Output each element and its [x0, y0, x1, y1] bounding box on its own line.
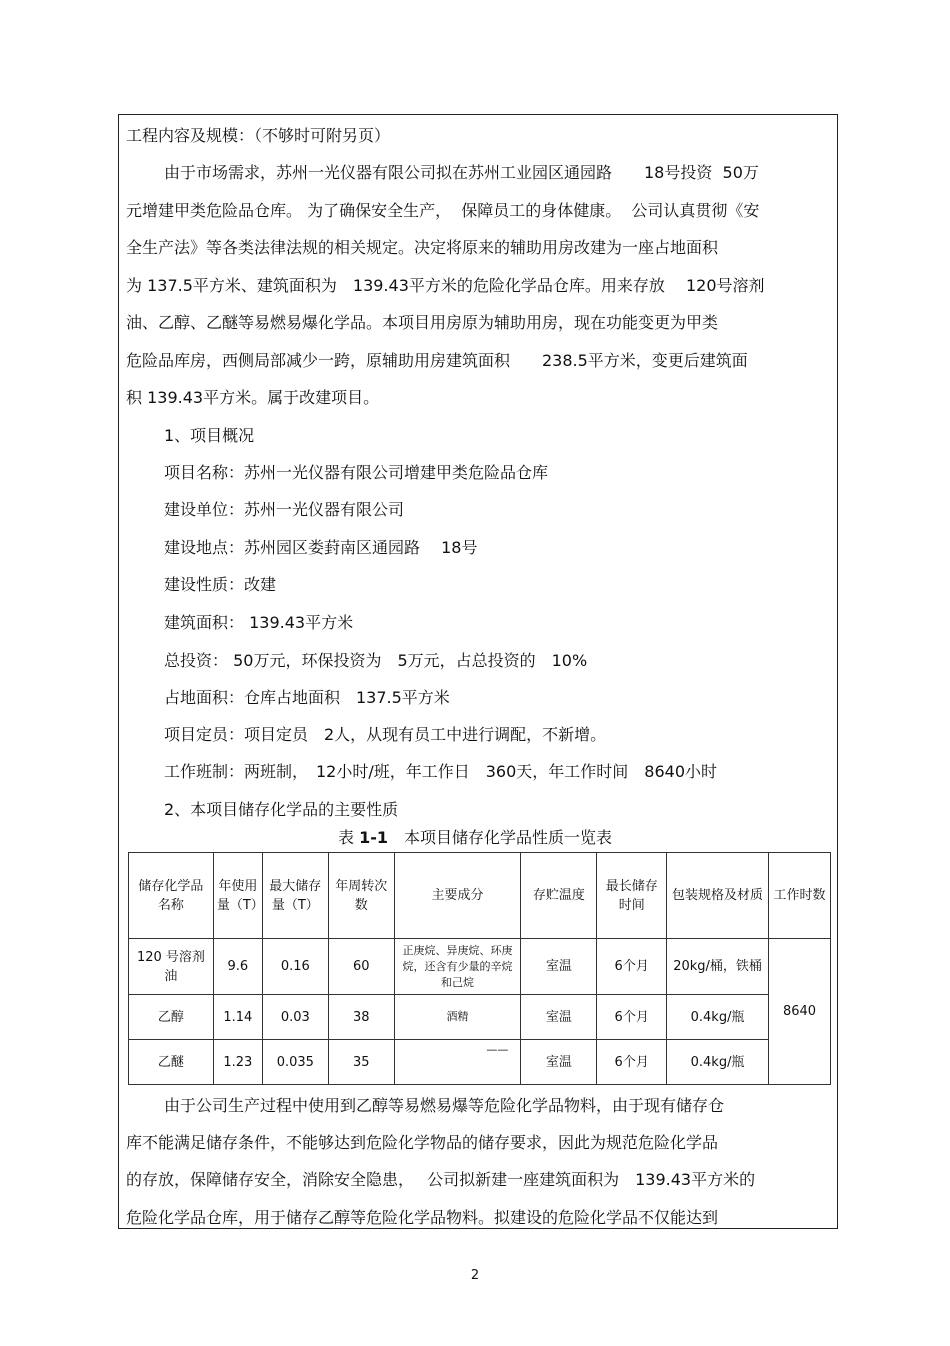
cell-annual-use: 1.23	[213, 1040, 262, 1085]
construction-nature: 建设性质：改建	[164, 575, 277, 594]
cell-storage-time: 6个月	[597, 1040, 667, 1085]
construction-site: 建设地点：苏州园区娄葑南区通园路 18号	[164, 538, 478, 557]
header-cell: 储存化学品名称	[129, 853, 214, 939]
cell-packaging: 0.4kg/瓶	[667, 1040, 769, 1085]
land-area: 占地面积：仓库占地面积 137.5平方米	[164, 688, 450, 707]
header-cell: 年使用量（T）	[213, 853, 262, 939]
cell-max-storage: 0.035	[262, 1040, 328, 1085]
cell-storage-time: 6个月	[597, 939, 667, 995]
header-cell: 最大储存量（T）	[262, 853, 328, 939]
cell-work-hours: 8640	[768, 939, 830, 1085]
text-line: 积 139.43平方米。属于改建项目。	[126, 388, 380, 407]
cell-temperature: 室温	[521, 939, 597, 995]
cell-turnover: 38	[328, 995, 394, 1040]
cell-packaging: 0.4kg/瓶	[667, 995, 769, 1040]
staffing: 项目定员：项目定员 2人，从现有员工中进行调配，不新增。	[164, 725, 607, 744]
cell-storage-time: 6个月	[597, 995, 667, 1040]
subsection-heading: 1、项目概况	[164, 426, 255, 445]
cell-packaging: 20kg/桶，铁桶	[667, 939, 769, 995]
header-cell: 最长储存时间	[597, 853, 667, 939]
table-row	[129, 995, 831, 1040]
work-schedule: 工作班制：两班制， 12小时/班，年工作日 360天，年工作时间 8640小时	[164, 762, 718, 781]
table-row	[129, 1040, 831, 1085]
cell-temperature: 室温	[521, 995, 597, 1040]
header-cell: 存贮温度	[521, 853, 597, 939]
text-line: 危险品库房，西侧局部减少一跨，原辅助用房建筑面积 238.5平方米，变更后建筑面	[126, 351, 748, 370]
project-name: 项目名称：苏州一光仪器有限公司增建甲类危险品仓库	[164, 463, 549, 482]
cell-name: 120 号溶剂油	[129, 939, 214, 995]
text-line: 为 137.5平方米、建筑面积为 139.43平方米的危险化学品仓库。用来存放 120号溶剂	[126, 276, 765, 295]
cell-temperature: 室温	[521, 1040, 597, 1085]
text-line: 危险化学品仓库，用于储存乙醇等危险化学品物料。拟建设的危险化学品不仅能达到	[126, 1208, 719, 1227]
cell-max-storage: 0.03	[262, 995, 328, 1040]
cell-name: 乙醇	[129, 995, 214, 1040]
cell-max-storage: 0.16	[262, 939, 328, 995]
header-cell: 工作时数	[768, 853, 830, 939]
cell-composition: 正庚烷、异庚烷、环庚烷，还含有少量的辛烷和己烷	[394, 939, 521, 995]
cell-turnover: 35	[328, 1040, 394, 1085]
cell-annual-use: 9.6	[213, 939, 262, 995]
table-row	[129, 939, 831, 995]
construction-unit: 建设单位：苏州一光仪器有限公司	[164, 500, 405, 519]
building-area: 建筑面积： 139.43平方米	[164, 613, 354, 632]
table-caption: 表 1-1 本项目储存化学品性质一览表	[337, 828, 612, 847]
subsection-heading: 2、本项目储存化学品的主要性质	[164, 800, 399, 819]
text-line: 全生产法》等各类法律法规的相关规定。决定将原来的辅助用房改建为一座占地面积	[126, 238, 719, 257]
text-line: 的存放，保障储存安全，消除安全隐患， 公司拟新建一座建筑面积为 139.43平方米的	[126, 1170, 756, 1189]
total-investment: 总投资： 50万元，环保投资为 5万元，占总投资的 10%	[164, 651, 588, 670]
cell-composition: ——	[394, 1040, 521, 1085]
cell-name: 乙醚	[129, 1040, 214, 1085]
page-number: 2	[470, 1268, 480, 1283]
header-cell: 包装规格及材质	[667, 853, 769, 939]
header-cell: 年周转次数	[328, 853, 394, 939]
table-header-row	[129, 853, 831, 939]
text-line: 由于公司生产过程中使用到乙醇等易燃易爆等危险化学品物料，由于现有储存仓	[164, 1096, 725, 1115]
cell-turnover: 60	[328, 939, 394, 995]
cell-annual-use: 1.14	[213, 995, 262, 1040]
text-line: 库不能满足储存条件，不能够达到危险化学物品的储存要求，因此为规范危险化学品	[126, 1133, 719, 1152]
header-cell: 主要成分	[394, 853, 521, 939]
chemicals-table	[128, 852, 831, 1085]
text-line: 元增建甲类危险品仓库。 为了确保安全生产， 保障员工的身体健康。 公司认真贯彻《安	[126, 201, 760, 220]
section-heading: 工程内容及规模：（不够时可附另页）	[126, 126, 391, 145]
cell-composition: 酒精	[394, 995, 521, 1040]
text-line: 油、乙醇、乙醚等易燃易爆化学品。本项目用房原为辅助用房，现在功能变更为甲类	[126, 313, 719, 332]
text-line: 由于市场需求，苏州一光仪器有限公司拟在苏州工业园区通园路 18号投资 50万	[164, 163, 759, 182]
